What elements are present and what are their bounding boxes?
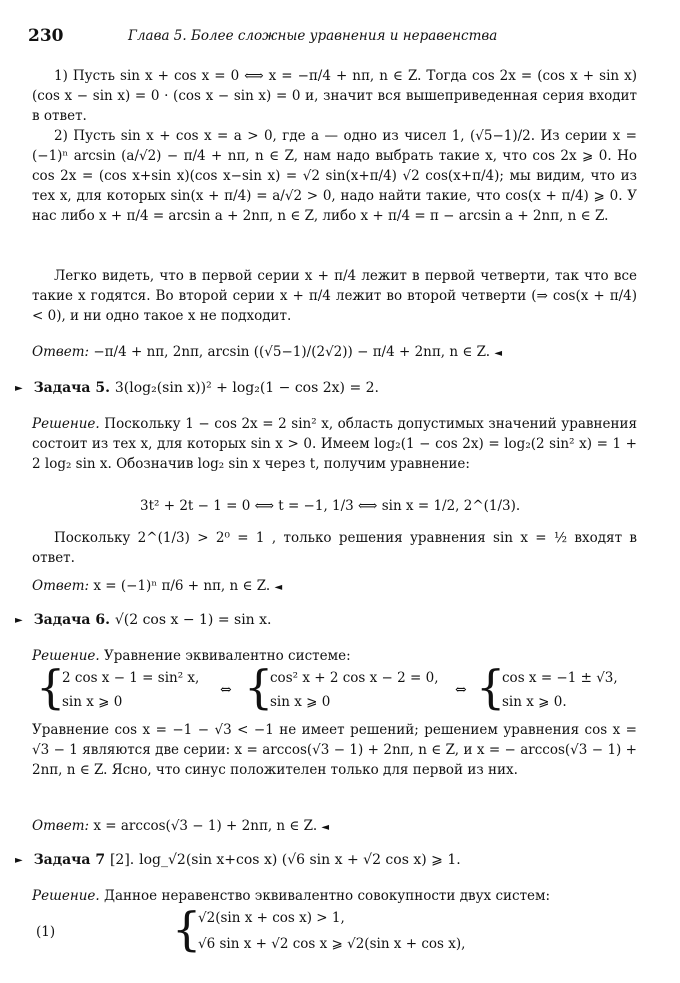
left-brace: { — [36, 660, 66, 714]
answer-label: Ответ: — [32, 344, 90, 360]
answer-label: Ответ: — [32, 818, 90, 834]
system-3-row-1: cos x = −1 ± √3, — [502, 670, 618, 686]
chapter-title: Глава 5. Более сложные уравнения и неравенства — [128, 28, 498, 44]
paragraph-case-1: 1) Пусть sin x + cos x = 0 ⟺ x = −π/4 + nπ, n ∈ Z. Тогда cos 2x = (cos x + sin x)(cos x − sin x) = 0 · (cos x − sin x) = 0 и, значит вся вышеприведенная серия входит в ответ. — [32, 68, 637, 124]
solution-text: Поскольку 1 − cos 2x = 2 sin² x, область допустимых значений уравнения состоит из тех x, для которых sin x > 0. Имеем log₂(1 − cos 2x) = log₂(2 sin² x) = 1 + 2 log₂ sin x. Обозначив log₂ sin x через t, получим уравнение: — [32, 416, 637, 472]
task-marker-icon: ► — [15, 855, 23, 866]
answer-label: Ответ: — [32, 578, 90, 594]
task-label: Задача 6. — [33, 612, 110, 628]
system-1-row-2: sin x ⩾ 0 — [62, 694, 123, 710]
task-marker-icon: ► — [15, 383, 23, 394]
answer-block-5 — [32, 576, 637, 598]
answer-text: x = arccos(√3 − 1) + 2nπ, n ∈ Z. — [93, 818, 318, 834]
answer-block-1 — [32, 342, 637, 364]
paragraph-case-2: 2) Пусть sin x + cos x = a > 0, где a — одно из чисел 1, (√5−1)/2. Из серии x = (−1)ⁿ arcsin (a/√2) − π/4 + nπ, n ∈ Z, нам надо выбрать такие x, что cos 2x ⩾ 0. Но cos 2x = (cos x+sin x)(cos x−sin x) = √2 sin(x+π/4) √2 cos(x+π/4); мы видим, что из тех x, для которых sin(x + π/4) = a/√2 > 0, надо найти такие, что cos(x + π/4) ⩾ 0. У нас либо x + π/4 = arcsin a + 2nπ, n ∈ Z, либо x + π/4 = π − arcsin a + 2nπ, n ∈ Z. — [32, 128, 637, 224]
solution-label: Решение. — [32, 648, 100, 664]
task-label: Задача 5. — [33, 380, 110, 396]
solution-text: Уравнение эквивалентно системе: — [104, 648, 351, 664]
system-3-row-2: sin x ⩾ 0. — [502, 694, 567, 710]
paragraph-6-analysis: Уравнение cos x = −1 − √3 < −1 не имеет решений; решением уравнения cos x = √3 − 1 являются две серии: x = arccos(√3 − 1) + 2nπ, n ∈ Z, и x = − arccos(√3 − 1) + 2nπ, n ∈ Z. Ясно, что синус положителен только для первой из них. — [32, 722, 637, 778]
left-brace: { — [244, 660, 274, 714]
solution-label: Решение. — [32, 888, 100, 904]
system-2-row-1: cos² x + 2 cos x − 2 = 0, — [270, 670, 439, 686]
left-brace: { — [172, 902, 202, 956]
equivalence-arrow: ⇔ — [455, 682, 467, 698]
paragraph-quarters: Легко видеть, что в первой серии x + π/4 лежит в первой четверти, так что все такие x годятся. Во второй серии x + π/4 лежит во второй четверти (⇒ cos(x + π/4) < 0), и ни одно такое x не подходит. — [32, 268, 637, 324]
end-mark: ◄ — [274, 582, 283, 593]
system-7-row-2: √6 sin x + √2 cos x ⩾ √2(sin x + cos x), — [198, 936, 466, 952]
solution-7 — [32, 886, 637, 906]
solution-label: Решение. — [32, 416, 100, 432]
task-reference: [2]. — [109, 852, 135, 868]
solution-6 — [32, 646, 637, 666]
equivalence-arrow: ⇔ — [220, 682, 232, 698]
left-brace: { — [476, 660, 506, 714]
task-6-heading — [15, 612, 272, 628]
answer-text: −π/4 + nπ, 2nπ, arcsin ((√5−1)/(2√2)) − π/4 + 2nπ, n ∈ Z. — [93, 344, 491, 360]
end-mark: ◄ — [321, 822, 330, 833]
system-2-row-2: sin x ⩾ 0 — [270, 694, 331, 710]
answer-block-6 — [32, 816, 637, 838]
task-statement: log_√2(sin x+cos x) (√6 sin x + √2 cos x) ⩾ 1. — [139, 852, 461, 868]
task-7-heading — [15, 852, 461, 868]
system-1-row-1: 2 cos x − 1 = sin² x, — [62, 670, 200, 686]
end-mark: ◄ — [494, 348, 503, 359]
solution-text: Данное неравенство эквивалентно совокупности двух систем: — [104, 888, 551, 904]
answer-text: x = (−1)ⁿ π/6 + nπ, n ∈ Z. — [93, 578, 271, 594]
task-marker-icon: ► — [15, 615, 23, 626]
task-label: Задача 7 — [33, 852, 106, 868]
paragraph-5-conclusion: Поскольку 2^(1/3) > 2⁰ = 1 , только решения уравнения sin x = ½ входят в ответ. — [32, 530, 637, 566]
system-label: (1) — [36, 924, 56, 940]
task-5-heading — [15, 380, 379, 396]
task-statement: 3(log₂(sin x))² + log₂(1 − cos 2x) = 2. — [114, 380, 379, 396]
solution-5 — [32, 414, 637, 474]
equation-5: 3t² + 2t − 1 = 0 ⟺ t = −1, 1/3 ⟺ sin x = 1/2, 2^(1/3). — [140, 498, 521, 514]
task-statement: √(2 cos x − 1) = sin x. — [114, 612, 272, 628]
page-number: 230 — [28, 26, 64, 46]
system-7-row-1: √2(sin x + cos x) > 1, — [198, 910, 345, 926]
page-header — [28, 26, 640, 48]
